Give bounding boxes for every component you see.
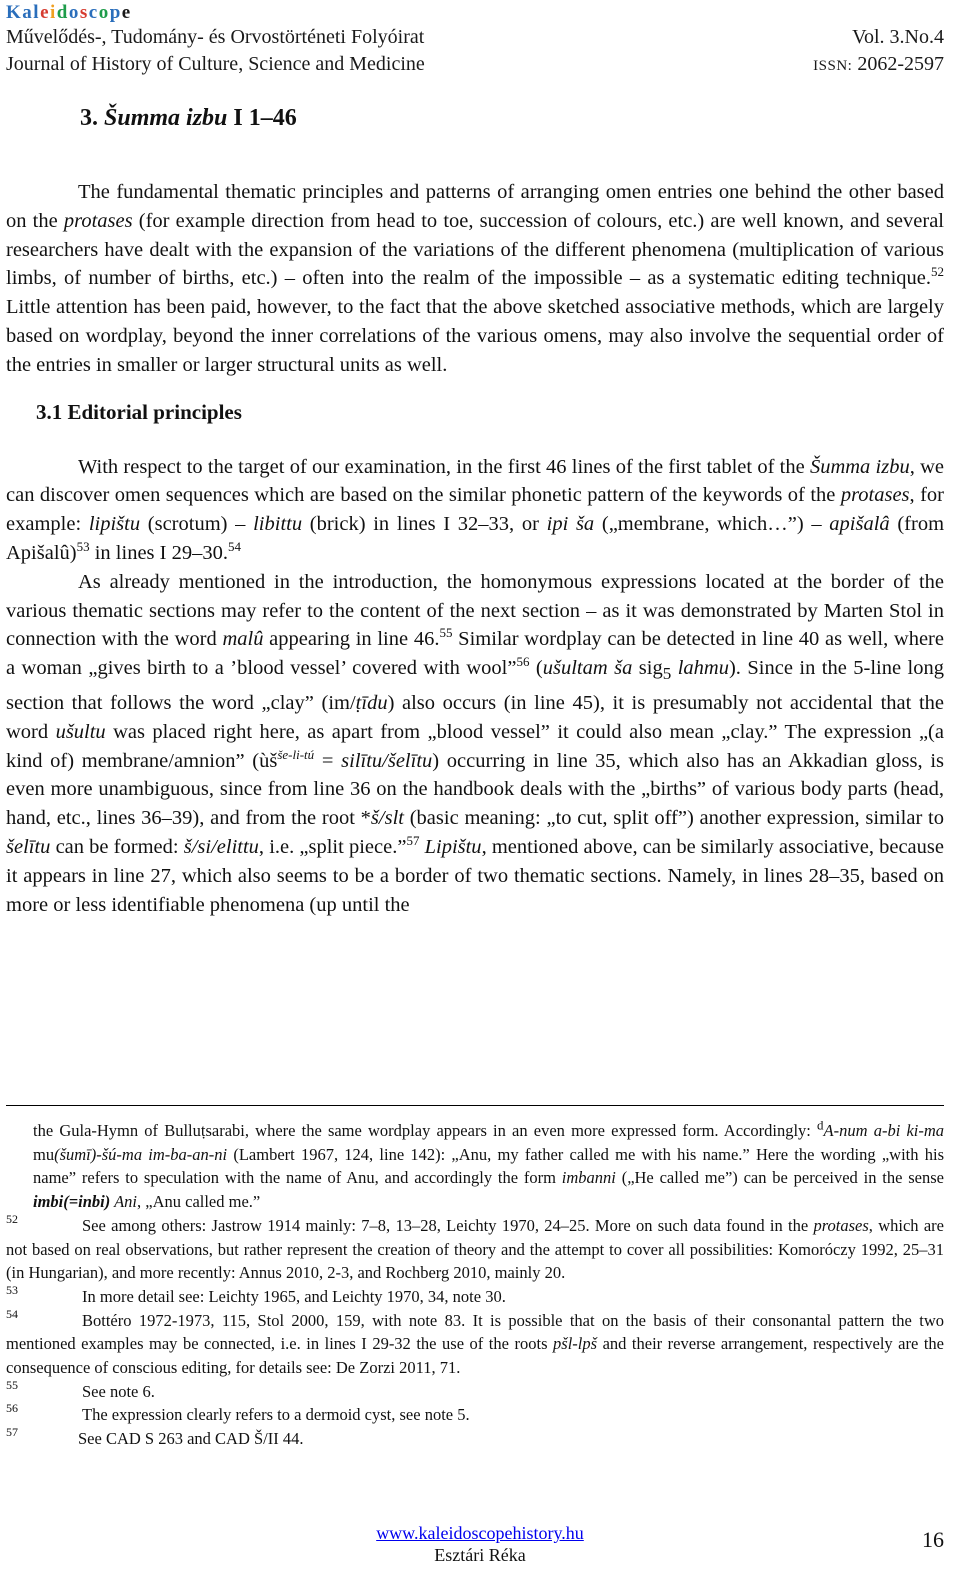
page-footer bbox=[0, 1522, 960, 1589]
page-header bbox=[6, 2, 944, 80]
header-row-1 bbox=[6, 24, 944, 51]
main-body bbox=[6, 100, 944, 919]
footnote-number: 55 bbox=[6, 1377, 18, 1392]
paragraph-1: The fundamental thematic principles and patterns of arranging omen entries one behind the other based on the protases (for example direction from head to toe, succession of colours, etc.) are well known, and several researchers have dealt with the expansion of the variations of the different phenomena (multiplication of various limbs, of number of births, etc.) – often into the realm of the impossible – as a systematic editing technique.$^{52}$ Little attention has been paid, however, to the fact that the above sketched associative methods, which are largely based on wordplay, beyond the inner correlations of the various omens, may also involve the sequential order of the entries in smaller or larger structural units as well. bbox=[6, 181, 945, 376]
footnote-56: 56 The expression clearly refers to a dermoid cyst, see note 5. bbox=[6, 1403, 944, 1427]
footnote-ref-53[interactable]: 53 bbox=[76, 539, 90, 555]
issn bbox=[813, 51, 944, 80]
footnotes bbox=[6, 1119, 944, 1451]
footnote-continuation: the Gula-Hymn of Bulluṭsarabi, where the same wordplay appears in an even more expressed form. Accordingly: $^d$A-num a-bi ki-ma mu(šumī)-šú-ma im-ba-an-ni (Lambert 1967, 124, line 142): „Anu, my father called me with his name.” Here the wording „with his name” refers to speculation with the name of Anu, and accordingly the form imbanni („He called me”) can be perceived in the sense imbi(=inbi) Ani, „Anu called me.” bbox=[33, 1117, 945, 1212]
footnote-ref-54[interactable]: 54 bbox=[227, 539, 241, 555]
footnote-ref-56[interactable]: 56 bbox=[516, 654, 530, 670]
header-row-2 bbox=[6, 51, 944, 80]
footnote-number: 52 bbox=[6, 1211, 18, 1226]
journal-subtitle: Művelődés-, Tudomány- és Orvostörténeti Folyóirat bbox=[6, 26, 425, 48]
footnote-number: 57 bbox=[6, 1425, 18, 1440]
footnote-52: 52 See among others: Jastrow 1914 mainly: 7–8, 13–28, Leichty 1970, 24–25. More on such data found in the protases, which are not based on real observations, but rather represent the creation of theory and the attempt to cover all possibilities: Komoróczy 1992, 25–31 (in Hungarian), and more recently: Annus 2010, 2-3, and Rochberg 2010, mainly 20. bbox=[6, 1214, 944, 1285]
volume-number: Vol. 3.No.4 bbox=[852, 26, 944, 48]
footnote-57: 57 See CAD S 263 and CAD Š/II 44. bbox=[6, 1427, 944, 1451]
issn-value: 2062-2597 bbox=[857, 53, 944, 75]
journal-brand-logo: Kaleidoscope bbox=[6, 2, 132, 23]
paragraph-2: With respect to the target of our examination, in the first 46 lines of the first tablet of the Šumma izbu, we can discover omen sequences which are based on the similar phonetic pattern of the keywords of the protases, for example: lipištu (scrotum) – libittu (brick) in lines I 32–33, or ipi ša („membrane, which…”) – apišalâ (from Apišalû)$^{53}$ in lines I 29–30.54 bbox=[6, 455, 945, 564]
footnote-number: 53 bbox=[6, 1282, 18, 1297]
footnote-ref-57[interactable]: 57 bbox=[406, 833, 420, 849]
section-heading: 3. Šumma izbu I 1–46 bbox=[80, 105, 297, 131]
footnote-54: 54 Bottéro 1972-1973, 115, Stol 2000, 159, with note 83. It is possible that on the basis of their consonantal pattern the two mentioned examples may be connected, i.e. in lines I 29-32 the use of the roots pšl-lpš and their reverse arrangement, respectively are the consequence of conscious editing, for details see: De Zorzi 2011, 71. bbox=[6, 1309, 944, 1380]
journal-name: Journal of History of Culture, Science and Medicine bbox=[6, 53, 425, 75]
footnote-ref-55[interactable]: 55 bbox=[439, 625, 453, 641]
issn-label: ISSN: bbox=[813, 58, 853, 74]
paragraph-3: As already mentioned in the introduction, the homonymous expressions located at the border of the various thematic sections may refer to the content of the next section – as it was demonstrated by Marten Stol in connection with the word malû appearing in line 46.55 Similar wordplay can be detected in line 40 as well, where a woman „gives birth to a ’blood vessel’ covered with wool”$^{56}$ (ušultam ša sig$_5$ lahmu). Since in the 5-line long section that follows the word „clay” (im/ṭīdu) also occurs (in line 45), it is presumably not accidental that the word ušultu was placed right here, as apart from „blood vessel” it could also mean „clay.” The expression „(a kind of) membrane/amnion” ($ùš^{še-li-tú}$ = silītu/šelītu) occurring in line 35, which also has an Akkadian gloss, is even more unambiguous, since from line 36 on the handbook deals with the „births” of various body parts (head, hand, etc., lines 36–39), and from the root *š/slt (basic meaning: „to cut, split off”) another expression, similar to šelītu can be formed: š/si/elittu, i.e. „split piece.”$^{57}$ Lipištu, mentioned above, can be similarly associative, because it appears in line 27, which also seems to be a border of two thematic sections. Namely, in lines 28–35, based on more or less identifiable phenomena (up until the bbox=[6, 570, 945, 916]
page-number: 16 bbox=[922, 1527, 944, 1552]
footnote-ref-52[interactable]: 52 bbox=[931, 264, 944, 280]
subsection-heading: 3.1 Editorial principles bbox=[36, 399, 242, 424]
footnote-53: 53 In more detail see: Leichty 1965, and Leichty 1970, 34, note 30. bbox=[6, 1285, 944, 1309]
footnote-number: 54 bbox=[6, 1306, 18, 1321]
website-link[interactable]: www.kaleidoscopehistory.hu bbox=[376, 1523, 584, 1543]
footnote-55: 55 See note 6. bbox=[6, 1380, 944, 1404]
footnote-divider bbox=[6, 1105, 944, 1106]
author-name: Esztári Réka bbox=[434, 1545, 526, 1565]
footnote-number: 56 bbox=[6, 1401, 18, 1416]
